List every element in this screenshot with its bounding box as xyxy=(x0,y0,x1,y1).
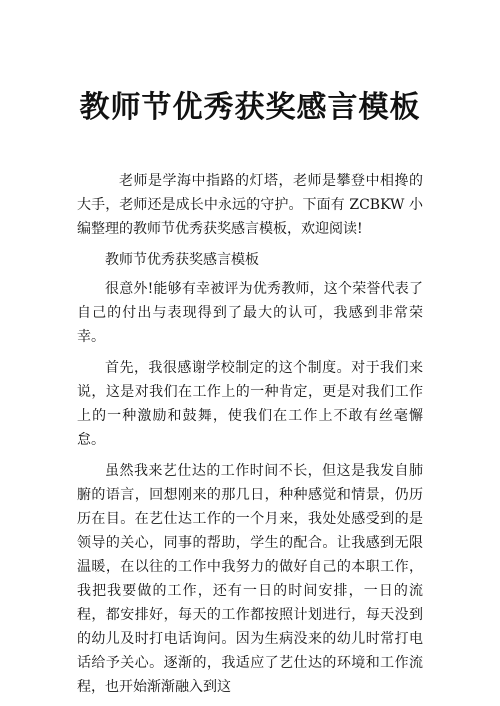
document-title: 教师节优秀获奖感言模板 xyxy=(79,90,421,125)
document-body xyxy=(77,169,423,706)
body-paragraph: 首先，我很感谢学校制定的这个制度。对于我们来说，这是对我们在工作上的一种肯定，更是对我们工作上的一种激励和鼓舞，使我们在工作上不敢有丝毫懈怠。 xyxy=(77,360,423,448)
body-paragraph: 很意外!能够有幸被评为优秀教师，这个荣誉代表了自己的付出与表现得到了最大的认可，我感到非常荣幸。 xyxy=(77,281,423,345)
body-paragraph: 虽然我来艺仕达的工作时间不长，但这是我发自肺腑的语言，回想刚来的那几日，种种感觉和情景，仍历历在目。在艺仕达工作的一个月来，我处处感受到的是领导的关心，同事的帮助，学生的配合。让我感到无限温暖，在以往的工作中我努力的做好自己的本职工作，我把我要做的工作，还有一日的时间安排，一日的流程，都安排好，每天的工作都按照计划进行，每天没到的幼儿及时打电话询问。因为生病没来的幼儿时常打电话给予关心。逐渐的，我适应了艺仕达的环境和工作流程，也开始渐渐融入到这 xyxy=(77,463,423,695)
section-heading: 教师节优秀获奖感言模板 xyxy=(105,252,259,268)
intro-paragraph: 老师是学海中指路的灯塔，老师是攀登中相搀的大手，老师还是成长中永远的守护。下面有 ZCBKW 小编整理的教师节优秀获奖感言模板，欢迎阅读! xyxy=(77,173,423,237)
